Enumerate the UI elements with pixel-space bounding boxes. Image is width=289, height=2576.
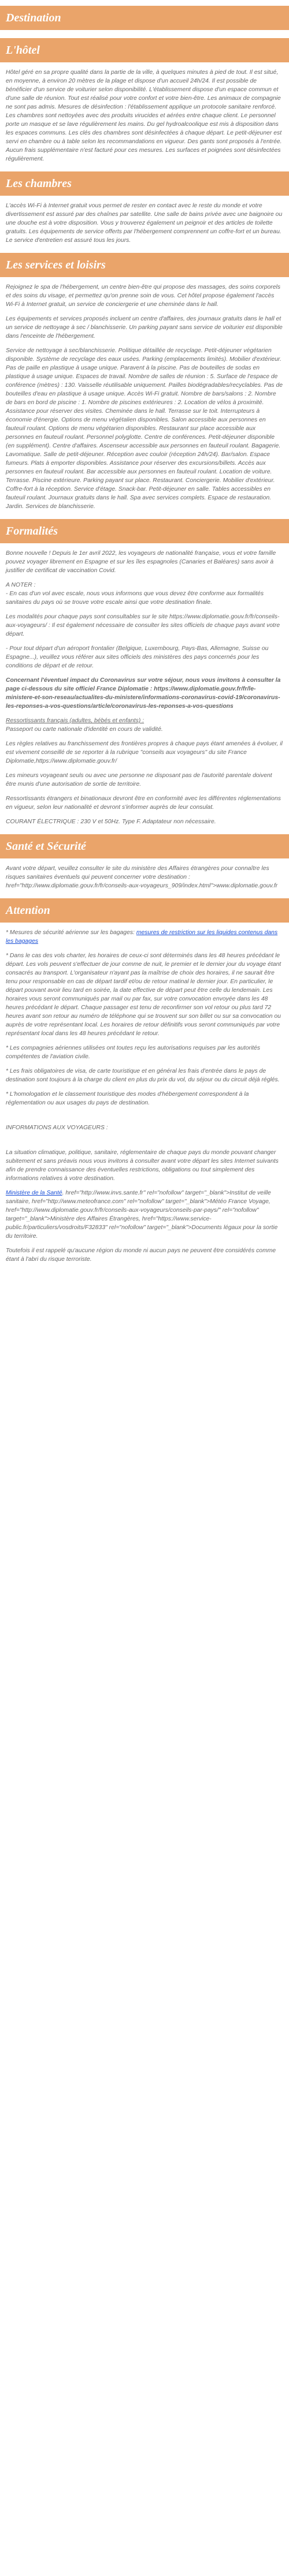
rooms-body: [0, 196, 289, 245]
attention-paragraph: [6, 928, 283, 946]
formalities-paragraph: Bonne nouvelle ! Depuis le 1er avril 2022, les voyageurs de nationalité française, vous et votre famille pouvez voyager librement en Espagne et sur les îles espagnoles (Canaries et Baléares) sans avoir à justifier de certificat de vaccination Covid.: [6, 550, 276, 574]
formalities-paragraph: Les modalités pour chaque pays sont consultables sur le site https://www.diplomatie.gouv.fr/fr/conseils-aux-voyageurs/ : Il est également nécessaire de consulter les sites officiels de chaque pays avant votre départ.: [6, 614, 280, 637]
formalities-paragraph: Ressortissants étrangers et binationaux devront être en conformité avec les différentes réglementations en vigueur, selon leur nationalité et devront s'informer auprès de leur consulat.: [6, 796, 281, 811]
travelers-info-heading: INFORMATIONS AUX VOYAGEURS :: [6, 1125, 108, 1131]
formalities-title: Formalités: [0, 519, 289, 543]
services-paragraph: Rejoignez le spa de l'hébergement, un centre bien-être qui propose des massages, des soins corporels et des soins du visage, et permettez qu'on prenne soin de vous. Cet hôtel propose également l'accès Wi-Fi à Internet gratuit, un service de conciergerie et une cheminée dans le hall.: [6, 284, 281, 308]
services-paragraph: Les équipements et services proposés incluent un centre d'affaires, des journaux gratuits dans le hall et un service de nettoyage à sec / blanchisserie. Un parking payant sans service de voiturier est disponible dans l'enceinte de l'hébergement.: [6, 316, 283, 339]
travelers-info-paragraph: Toutefois il est rappelé qu'aucune région du monde ni aucun pays ne peuvent être considérés comme étant à l'abri du risque terroriste.: [6, 1248, 276, 1263]
liquids-restriction-link[interactable]: mesures de restriction sur les liquides contenus dans les bagages: [6, 929, 278, 944]
services-paragraph: Service de nettoyage à sec/blanchisserie. Politique détaillée de recyclage. Petit-déjeuner végétarien disponible. Système de recyclage des eaux usées. Parking (emplacements limités). Mobilier d'extérieur. Pas de paille en plastique à usage unique. Paravent à la piscine. Pas de bouteilles de sodas en plastique à usage unique. Espaces de travail. Nombre de salles de réunion : 5. Surface de l'espace de conférence (mètres) : 130. Vaisselle réutilisable uniquement. Pailles biodégradables/recyclables. Pas de bouteilles d'eau en plastique à usage unique. Accès Wi-Fi gratuit. Nombre de bars/salons : 2. Nombre de bars en bord de piscine : 1. Nombre de piscines extérieures : 2. Location de vélos à proximité. Assistance pour réserver des visites. Cheminée dans le hall. Terrasse sur le toit. Interrupteurs à économie d'énergie. Options de menu végétalien disponibles. Salon accessible aux personnes en fauteuil roulant. Options de menu végétarien disponibles. Restaurant sur place accessible aux personnes en fauteuil roulant. Personnel polyglotte. Centre de conférences. Petit-déjeuner disponible (en supplément). Centre d'affaires. Ascenseur accessible aux personnes en fauteuil roulant. Bagagerie. Lavomatique. Salle de petit-déjeuner. Réception avec couloir (réception 24h/24). Bar/salon. Espace fumeurs. Plats à emporter disponibles. Assistance pour réserver des excursions/billets. Accès aux personnes en fauteuil roulant. Bar accessible aux personnes en fauteuil roulant. Location de voiture. Terrasse. Piscine extérieure. Parking payant sur place. Restaurant. Conciergerie. Mobilier d'extérieur. Coffre-fort à la réception. Service d'étage. Snack-bar. Petit-déjeuner en salle. Tables accessibles en fauteuil roulant. Journaux gratuits dans le hall. Spa avec services complets. Espace de restauration. Jardin. Services de blanchisserie.: [6, 348, 283, 510]
formalities-paragraph: - Pour tout départ d'un aéroport frontalier (Belgique, Luxembourg, Pays-Bas, Allemagne, Suisse ou Espagne...), veuillez vous référer aux sites officiels des ministères des pays concernés pour les conditions de départ et de retour.: [6, 645, 269, 669]
health-text: Avant votre départ, veuillez consulter le site du ministère des Affaires étrangères pour connaître les risques sanitaires éventuels qui peuvent concerner votre destination : href="http://www.diplomatie.gouv.fr/fr/conseils-aux-voyageurs_909/index.html">www.diplomatie.gouv.fr: [6, 865, 278, 889]
hotel-body: [0, 62, 289, 163]
attention-luggage-text: * Mesures de sécurité aérienne sur les bagages:: [6, 929, 136, 936]
hotel-text: Hôtel géré en sa propre qualité dans la partie de la ville, à quelques minutes à pied de tout. Il est situé, en moyenne, à environ 20 mètres de la plage et dispose d'un accueil 24h/24. Il est possible de bénéficier d'un service de voiturier selon disponibilité. L'établissement dispose d'un espace commun et d'une salle de réunion. Tout est réalisé pour votre confort et votre bien-être. Les animaux de compagnie ne sont pas admis. Mesures de désinfection : l'établissement applique un protocole sanitaire renforcé. Les chambres sont nettoyées avec des produits virucides et aérées entre chaque client. Le personnel porte un masque et se lave régulièrement les mains. Du gel hydroalcoolique est mis à disposition dans les espaces communs. Les clés des chambres sont désinfectées à chaque départ. Le petit-déjeuner est servi en chambre ou à table selon les recommandations en vigueur. Des gants sont proposés à l'entrée. Aucun frais supplémentaire n'est facturé pour ces mesures. Les surfaces et poignées sont désinfectées régulièrement.: [6, 69, 282, 162]
health-body: [0, 858, 289, 890]
services-section: [0, 253, 289, 511]
travelers-info-links-text: . href="http://www.invs.sante.fr" rel="nofollow" target="_blank">Institut de veille sanitaire, href="http://www.meteofrance.com" rel="nofollow" target="_blank">Météo France Voyage, href="http://www.diplomatie.gouv.fr/fr/conseils-aux-voyageurs/conseils-par-pays/" rel="nofollow" target="_blank">Ministère des Affaires Étrangères, href="https://www.service-public.fr/particuliers/vosdroits/F32833" rel="nofollow" target="_blank">Documents légaux pour la sortie du territoire.: [6, 1190, 278, 1240]
services-title: Les services et loisirs: [0, 253, 289, 277]
rooms-title: Les chambres: [0, 171, 289, 196]
spacer: [6, 1138, 283, 1148]
health-ministry-link[interactable]: Ministère de la Santé: [6, 1190, 62, 1196]
destination-section: [0, 6, 289, 30]
formalities-paragraph: Les mineurs voyageant seuls ou avec une personne ne disposant pas de l'autorité parentale doivent être munis d'une autorisation de sortie de territoire.: [6, 772, 272, 787]
rooms-text: L'accès Wi-Fi à Internet gratuit vous permet de rester en contact avec le reste du monde et votre divertissement est assuré par des chaînes par satellite. Une salle de bains privée avec une baignoire ou une douche est à votre disposition. Vous y trouverez également un peignoir et des articles de toilette gratuits. Les équipements de service offerts par l'hébergement comprennent un coffre-fort et un bureau. Le service d'entretien est assuré tous les jours.: [6, 203, 283, 244]
formalities-electricity: COURANT ÉLECTRIQUE : 230 V et 50Hz. Type F. Adaptateur non nécessaire.: [6, 819, 216, 825]
formalities-body: [0, 543, 289, 826]
destination-title: Destination: [0, 6, 289, 30]
attention-paragraph: * Dans le cas des vols charter, les horaires de ceux-ci sont déterminés dans les 48 heures précédant le départ. Les vols peuvent s'effectuer de jour comme de nuit, le premier et le dernier jour du voyage étant consacrés au transport. L'organisateur n'ayant pas la maîtrise de choix des horaires, il ne saurait être tenu pour responsable en cas de départ tardif et/ou de retour matinal le dernier jour. En particulier, le départ pouvant avoir lieu tard en soirée, la date effective de départ peut être celle du lendemain. Les horaires vous seront communiqués par mail ou par fax, sur votre convocation envoyée dans les 48 heures précédant le départ. Chaque passager est tenu de reconfirmer son vol retour ou plus tard 72 heures avant son retour au numéro de téléphone qui se trouvent sur son billet ou sur sa convocation ou auprès de votre représentant local. Les horaires de retour définitifs vous seront communiqués par votre représentant local dans les 48 heures précédant le retour.: [6, 953, 281, 1037]
spacer: [6, 1113, 283, 1123]
formalities-paragraph: Passeport ou carte nationale d'identité en cours de validité.: [6, 726, 163, 733]
travelers-info-paragraph: La situation climatique, politique, sanitaire, réglementaire de chaque pays du monde pouvant changer subitement et sans préavis nous vous invitons à consulter avant votre départ les sites Internet suivants afin de prendre connaissance des éventuelles restrictions, obligations ou tout simplement des informations relatives à votre destination.: [6, 1149, 279, 1182]
rooms-section: [0, 171, 289, 245]
attention-paragraph: * Les frais obligatoires de visa, de carte touristique et en général les frais d'entrée dans le pays de destination sont toujours à la charge du client en plus du prix du vol, du séjour ou du circuit déjà réglés.: [6, 1068, 280, 1083]
formalities-note-heading: A NOTER :: [6, 582, 36, 588]
health-section: [0, 834, 289, 890]
hotel-title: L'hôtel: [0, 38, 289, 62]
attention-section: [0, 898, 289, 1264]
attention-body: [0, 923, 289, 1264]
formalities-paragraph: Les règles relatives au franchissement des frontières propres à chaque pays étant amenées à évoluer, il est vivement conseillé de se reporter à la rubrique "conseils aux voyageurs" du site France Diplomatie,https://www.diplomatie.gouv.fr/: [6, 741, 283, 764]
travelers-info-links: [6, 1189, 283, 1241]
services-body: [0, 277, 289, 511]
hotel-section: [0, 38, 289, 163]
formalities-section: [0, 519, 289, 826]
attention-title: Attention: [0, 898, 289, 923]
attention-paragraph: * Les compagnies aériennes utilisées ont toutes reçu les autorisations requises par les autorités compétentes de l'aviation civile.: [6, 1045, 261, 1060]
attention-paragraph: * L'homologation et le classement touristique des modes d'hébergement correspondent à la réglementation ou aux usages du pays de destination.: [6, 1091, 249, 1106]
formalities-paragraph: - En cas d'un vol avec escale, nous vous informons que vous devez être conforme aux formalités sanitaires du pays où se trouve votre escale ainsi que votre destination finale.: [6, 591, 264, 606]
formalities-covid-notice: Concernant l'éventuel impact du Coronavirus sur votre séjour, nous vous invitons à consulter la page ci-dessous du site officiel France Diplomatie : https://www.diplomatie.gouv.fr/fr/le-ministere-et-son-reseau/actualites-du-ministere/informations-coronavirus-covid-19/coronavirus-les-reponses-a-vos-questions/article/coronavirus-les-reponses-a-vos-questions: [6, 677, 281, 710]
health-title: Santé et Sécurité: [0, 834, 289, 858]
formalities-nationals-heading: Ressortissants français (adultes, bébés et enfants) :: [6, 718, 144, 724]
